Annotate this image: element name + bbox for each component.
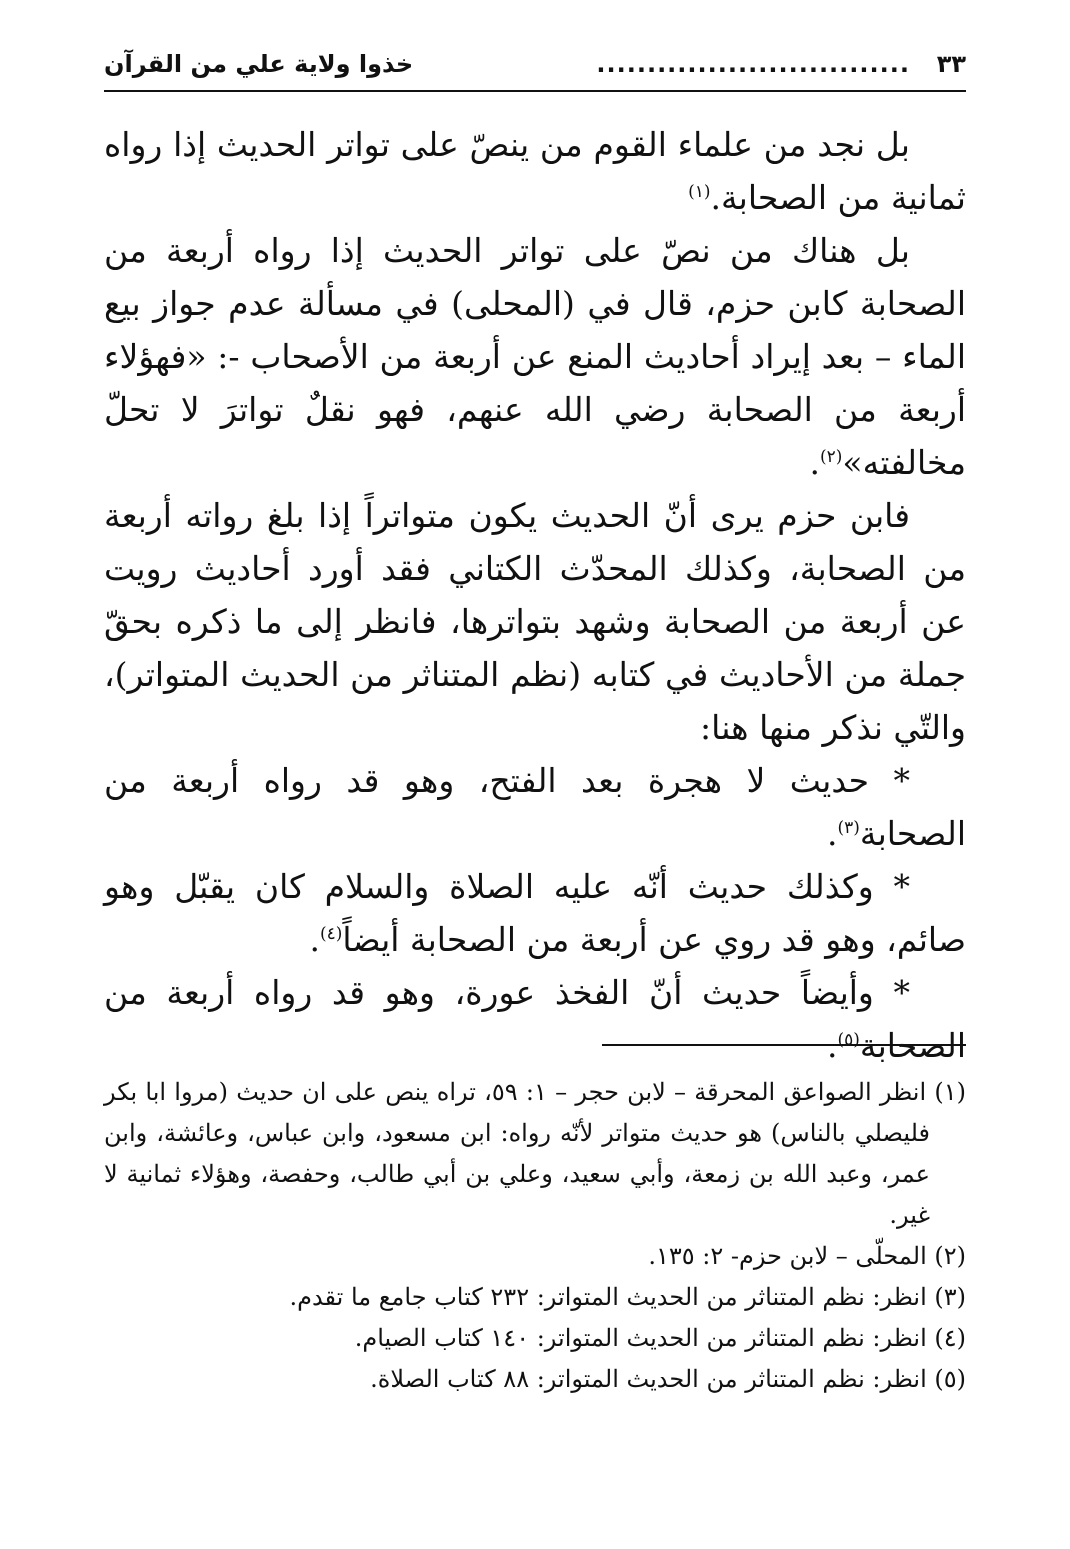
paragraph: بل نجد من علماء القوم من ينصّ على تواتر الحديث إذا رواه ثمانية من الصحابة.$^{(١)}$ bbox=[104, 125, 966, 217]
running-header bbox=[104, 46, 966, 92]
list-item: * وأيضاً حديث أنّ الفخذ عورة، وهو قد رواه أربعة من الصحابة$^{(٥)}$. bbox=[104, 973, 966, 1065]
footnote: (٥) انظر: نظم المتناثر من الحديث المتواتر: ٨٨ كتاب الصلاة. bbox=[370, 1365, 966, 1393]
header-dot-leader: ............................... bbox=[596, 50, 910, 78]
list-item: * وكذلك حديث أنّه عليه الصلاة والسلام كان يقبّل وهو صائم، وهو قد روي عن أربعة من الصحابة أيضاً$^{(٤)}$. bbox=[104, 867, 966, 959]
footnote-ref: (٣) bbox=[837, 818, 860, 838]
footnote: (٣) انظر: نظم المتناثر من الحديث المتواتر: ٢٣٢ كتاب جامع ما تقدم. bbox=[289, 1283, 966, 1311]
footnote: (٢) المحلّى – لابن حزم- ٢: ١٣٥. bbox=[648, 1242, 966, 1270]
list-item: * حديث لا هجرة بعد الفتح، وهو قد رواه أربعة من الصحابة$^{(٣)}$. bbox=[104, 761, 966, 853]
main-text bbox=[104, 118, 966, 1072]
footnote-ref: (١) bbox=[688, 182, 711, 202]
footnote-ref: (٤) bbox=[319, 924, 343, 944]
page-number: ٣٣ bbox=[936, 50, 966, 78]
footnotes bbox=[104, 1072, 966, 1400]
footnote-ref: (٢) bbox=[819, 447, 843, 467]
running-title: خذوا ولاية علي من القرآن bbox=[104, 50, 414, 78]
paragraph: فابن حزم يرى أنّ الحديث يكون متواتراً إذا بلغ رواته أربعة من الصحابة، وكذلك المحدّث الكتاني فقد أورد أحاديث رويت عن أربعة من الصحابة وشهد بتواترها، فانظر إلى ما ذكره بحقّ جملة من الأحاديث في كتابه (نظم المتناثر من الحديث المتواتر)، والتّي نذكر منها هنا: bbox=[104, 496, 966, 747]
footnote: (١) انظر الصواعق المحرقة – لابن حجر – ١: ٥٩، تراه ينص على ان حديث (مروا ابا بكر فليصلي بالناس) هو حديث متواتر لأنّه رواه: ابن مسعود، وابن عباس، وعائشة، وابن عمر، وعبد الله بن زمعة، وأبي سعيد، وعلي بن أبي طالب، وحفصة، وهؤلاء ثمانية لا غير. bbox=[104, 1078, 967, 1229]
footnote: (٤) انظر: نظم المتناثر من الحديث المتواتر: ١٤٠ كتاب الصيام. bbox=[354, 1324, 966, 1352]
footnote-ref: (٥) bbox=[837, 1030, 860, 1050]
footnote-separator bbox=[602, 1044, 966, 1046]
paragraph: بل هناك من نصّ على تواتر الحديث إذا رواه أربعة من الصحابة كابن حزم، قال في (المحلى) في مسألة عدم جواز بيع الماء – بعد إيراد أحاديث المنع عن أربعة من الأصحاب -: «فهؤلاء أربعة من الصحابة رضي الله عنهم، فهو نقلٌ تواترَ لا تحلّ مخالفته»$^{(٢)}$. bbox=[104, 231, 966, 482]
